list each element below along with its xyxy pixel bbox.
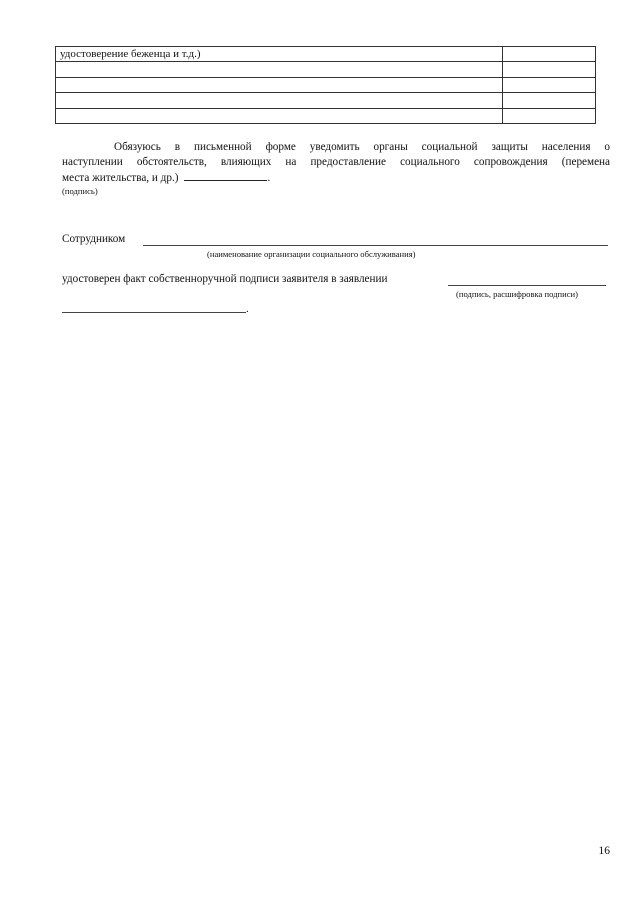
certifier-end-mark: . — [246, 303, 249, 315]
table-cell — [503, 93, 596, 108]
certification-text: удостоверен факт собственноручной подписи заявителя в заявлении — [62, 273, 388, 285]
commitment-paragraph — [62, 140, 610, 186]
table-cell — [503, 47, 596, 62]
table-row — [56, 47, 596, 62]
table-cell — [503, 108, 596, 123]
table-row — [56, 108, 596, 123]
employee-label: Сотрудником — [62, 233, 126, 245]
table-cell — [56, 62, 503, 77]
table-row — [56, 93, 596, 108]
signature-note: (подпись) — [62, 186, 98, 196]
commitment-line: Обязуюсь в письменной форме уведомить органы социальной защиты населения о — [114, 141, 610, 153]
organization-note: (наименование организации социального обслуживания) — [207, 249, 416, 259]
organization-name-field[interactable] — [143, 245, 608, 246]
certification-signature-note: (подпись, расшифровка подписи) — [456, 289, 578, 299]
table-cell: удостоверение беженца и т.д.) — [56, 47, 503, 62]
commitment-end-mark: . — [267, 172, 271, 184]
table-row — [56, 62, 596, 77]
table-cell — [503, 62, 596, 77]
table-row — [56, 77, 596, 92]
table-cell — [56, 93, 503, 108]
document-table — [55, 46, 596, 124]
certifier-name-field[interactable] — [62, 312, 246, 313]
table-cell — [503, 77, 596, 92]
table-cell — [56, 77, 503, 92]
commitment-line-text: места жительства, и др.) — [62, 172, 179, 184]
commitment-line: наступлении обстоятельств, влияющих на предоставление социального сопровождения (перемена — [62, 156, 610, 168]
commitment-line-last — [62, 170, 610, 186]
certification-signature-field[interactable] — [448, 285, 606, 286]
page-number: 16 — [598, 845, 610, 857]
signature-blank[interactable] — [184, 170, 267, 181]
table-cell — [56, 108, 503, 123]
